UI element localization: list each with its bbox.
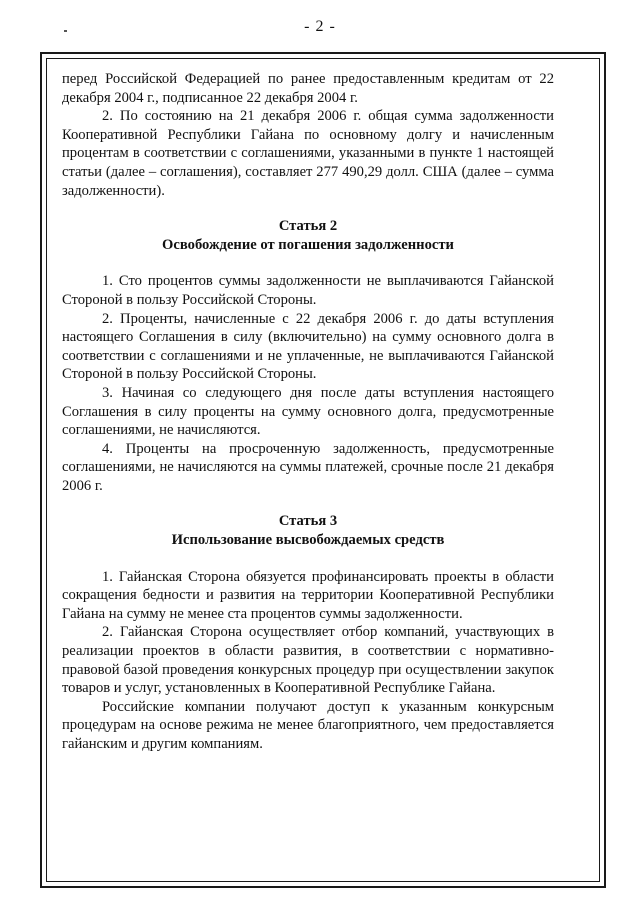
article-3-paragraph-1: 1. Гайанская Сторона обязуется профинансировать проекты в области сокращения бедности и развития на территории Кооперативной Республики Гайана на сумму не менее ста процентов суммы задолженности. <box>62 568 554 622</box>
article-3-body <box>62 568 554 754</box>
article-2-paragraph-4: 4. Проценты на просроченную задолженность, предусмотренные соглашениями, не начисляются на суммы платежей, срочные после 21 декабря 2006 г. <box>62 440 554 494</box>
article-3-paragraph-2: 2. Гайанская Сторона осуществляет отбор компаний, участвующих в реализации проектов в области развития, в соответствии с нормативно-правовой базой проведения конкурсных процедур при осуществлении закупок товаров и услуг, установленных в Кооперативной Республике Гайана. <box>62 624 554 697</box>
document-body <box>62 70 554 754</box>
intro-paragraph-2: 2. По состоянию на 21 декабря 2006 г. общая сумма задолженности Кооперативной Республики Гайана по основному долгу и начисленным процентам в соответствии с соглашениями, указанными в пункте 1 настоящей статьи (далее – соглашения), составляет 277 490,29 долл. США (далее – сумма задолженности). <box>62 108 554 199</box>
article-2-body <box>62 272 554 495</box>
article-3-paragraph-3: Российские компании получают доступ к указанным конкурсным процедурам на основе режима не менее благоприятного, чем предоставляется гайанским и другим компаниям. <box>62 698 554 752</box>
page-number: - 2 - <box>304 18 336 35</box>
article-2-number: Статья 2 <box>278 218 338 235</box>
article-2-paragraph-2: 2. Проценты, начисленные с 22 декабря 2006 г. до даты вступления настоящего Соглашения в силу (включительно) на сумму основного долга в соответствии с соглашениями и не уплаченные, не выплачиваются Гайанской Стороной в пользу Российской Стороны. <box>62 310 554 383</box>
article-2-title: Освобождение от погашения задолженности <box>162 236 454 253</box>
article-2-paragraph-3: 3. Начиная со следующего дня после даты вступления настоящего Соглашения в силу проценты на сумму основного долга, предусмотренные соглашениями, не начисляются. <box>62 384 554 439</box>
intro-paragraph-continued: перед Российской Федерацией по ранее предоставленным кредитам от 22 декабря 2004 г., подписанное 22 декабря 2004 г. <box>62 71 554 106</box>
article-3-number: Статья 3 <box>278 513 338 530</box>
article-3-title: Использование высвобождаемых средств <box>171 532 445 549</box>
article-2-paragraph-1: 1. Сто процентов суммы задолженности не выплачиваются Гайанской Стороной в пользу Российской Стороны. <box>62 273 554 308</box>
article-3 <box>62 512 554 753</box>
article-2 <box>62 217 554 495</box>
